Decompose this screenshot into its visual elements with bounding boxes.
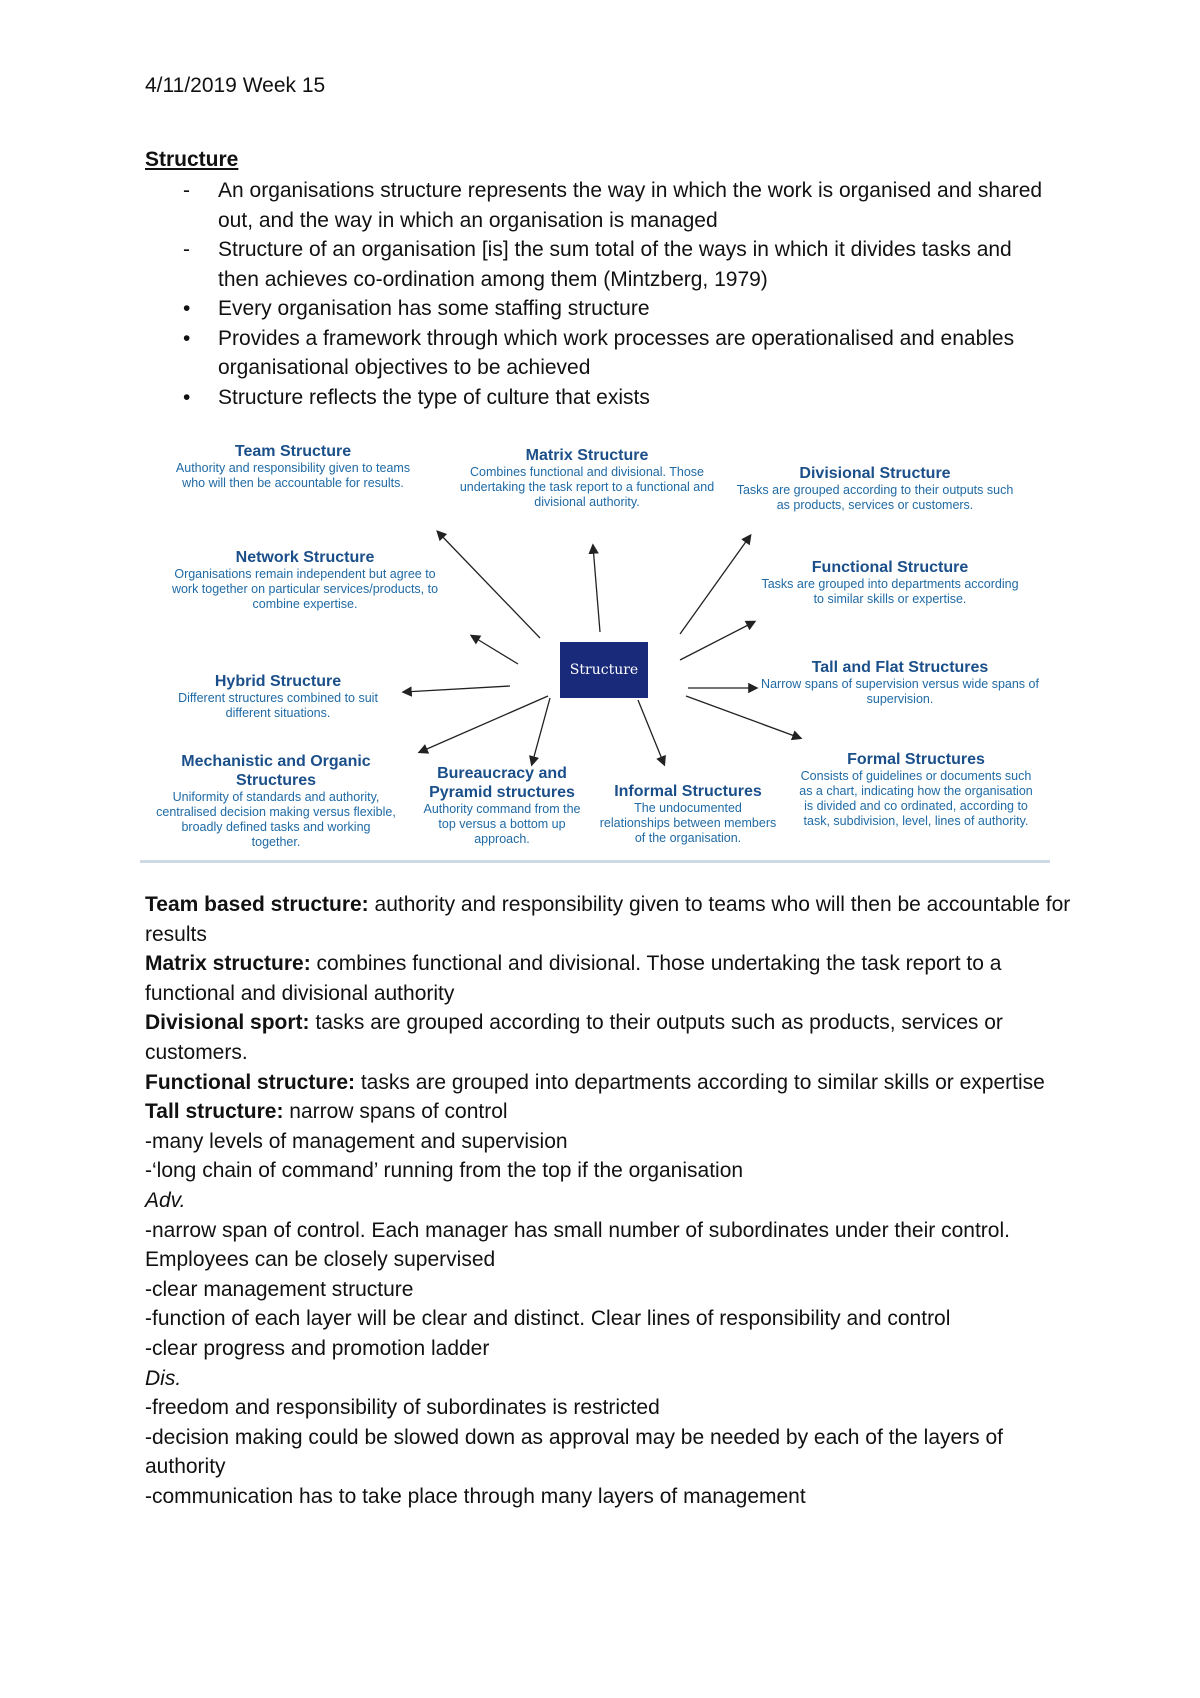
bullet-list	[145, 176, 1045, 412]
node-matrix-structure	[452, 446, 722, 510]
node-desc: Organisations remain independent but agree to work together on particular services/products, to combine expertise.	[171, 567, 439, 611]
diagram-bottom-rule	[140, 860, 1050, 863]
node-informal-structures	[598, 782, 778, 846]
adv-point: -narrow span of control. Each manager has small number of subordinates under their control. Employees can be closely supervised	[145, 1218, 1010, 1272]
node-title: Tall and Flat Structures	[811, 659, 989, 676]
node-hybrid-structure	[160, 672, 396, 721]
note-label: Tall structure:	[145, 1100, 284, 1124]
note-functional	[145, 1068, 1075, 1098]
node-desc: Consists of guidelines or documents such as a chart, indicating how the organisation is divided and co ordinated, according to task, subdivision, level, lines of authority.	[799, 769, 1033, 828]
note-divisional	[145, 1008, 1075, 1067]
bullet-marker: -	[183, 179, 190, 202]
note-tall	[145, 1097, 1075, 1127]
node-title: Divisional Structure	[799, 465, 951, 482]
node-desc: Different structures combined to suit different situations.	[178, 691, 378, 720]
arrow-hybrid	[404, 686, 510, 692]
note-label: Matrix structure:	[145, 952, 311, 976]
node-title: Network Structure	[235, 549, 375, 566]
center-structure-box	[560, 642, 648, 698]
arrow-matrix	[593, 546, 600, 632]
node-desc: Authority and responsibility given to teams who will then be accountable for results.	[175, 461, 411, 490]
arrow-functional	[680, 622, 754, 660]
adv-point: -function of each layer will be clear and distinct. Clear lines of responsibility and control	[145, 1307, 951, 1331]
node-title: Bureaucracy and Pyramid structures	[429, 765, 575, 801]
node-desc: Tasks are grouped according to their outputs such as products, services or customers.	[736, 483, 1014, 512]
node-desc: The undocumented relationships between members of the organisation.	[599, 801, 777, 845]
dis-label: Dis.	[145, 1366, 182, 1390]
node-title: Matrix Structure	[525, 447, 649, 464]
arrow-team	[438, 532, 540, 638]
bullet-marker: •	[183, 326, 191, 350]
note-text: combines functional and divisional. Those undertaking the task report to a functional and divisional authority	[145, 952, 1002, 1005]
tall-point: -many levels of management and supervision	[145, 1129, 568, 1153]
date-line: 4/11/2019 Week 15	[145, 74, 326, 97]
node-title: Hybrid Structure	[214, 673, 342, 690]
note-label: Functional structure:	[145, 1070, 356, 1094]
node-network-structure	[160, 548, 450, 612]
note-text: authority and responsibility given to teams who will then be accountable for results	[145, 893, 1071, 946]
list-item	[145, 324, 1045, 383]
node-desc: Uniformity of standards and authority, centralised decision making versus flexible, broadly defined tasks and working together.	[156, 790, 396, 849]
note-matrix	[145, 949, 1075, 1008]
node-title: Mechanistic and Organic Structures	[181, 753, 371, 789]
dis-point: -communication has to take place through many layers of management	[145, 1484, 806, 1508]
note-label: Divisional sport:	[145, 1011, 310, 1035]
node-desc: Authority command from the top versus a bottom up approach.	[423, 802, 581, 846]
adv-point: -clear management structure	[145, 1277, 414, 1301]
node-tall-flat-structures	[760, 658, 1040, 707]
node-divisional-structure	[730, 464, 1020, 513]
arrow-mechanistic	[420, 696, 548, 752]
adv-label: Adv.	[145, 1188, 186, 1212]
bullet-text: Provides a framework through which work processes are operationalised and enables organisational objectives to be achieved	[218, 326, 1015, 379]
node-desc: Combines functional and divisional. Those undertaking the task report to a functional and divisional authority.	[459, 465, 715, 509]
arrow-bureaucracy	[532, 698, 550, 764]
list-item	[145, 235, 1045, 294]
structure-diagram	[140, 432, 1050, 864]
node-functional-structure	[760, 558, 1020, 607]
note-label: Team based structure:	[145, 893, 369, 916]
list-item	[145, 383, 1045, 413]
bullet-marker: •	[183, 385, 191, 409]
node-title: Team Structure	[234, 443, 352, 460]
dis-point: -freedom and responsibility of subordinates is restricted	[145, 1396, 660, 1420]
section-heading: Structure	[145, 148, 239, 171]
node-desc: Tasks are grouped into departments according to similar skills or expertise.	[761, 577, 1019, 606]
bullet-text: Every organisation has some staffing structure	[218, 297, 650, 320]
node-title: Formal Structures	[847, 751, 985, 768]
node-title: Informal Structures	[614, 783, 762, 800]
node-mechanistic-organic	[156, 752, 396, 850]
bullet-marker: •	[183, 297, 191, 320]
node-title: Functional Structure	[811, 559, 969, 576]
dis-point: -decision making could be slowed down as approval may be needed by each of the layers of authority	[145, 1425, 1004, 1479]
node-desc: Narrow spans of supervision versus wide spans of supervision.	[761, 677, 1039, 706]
node-formal-structures	[798, 750, 1034, 829]
arrow-informal	[638, 700, 664, 764]
node-team-structure	[168, 442, 418, 491]
note-text: tasks are grouped according to their outputs such as products, services or customers.	[145, 1011, 1003, 1064]
list-item	[145, 294, 1045, 324]
list-item	[145, 176, 1045, 235]
bullet-text: An organisations structure represents the way in which the work is organised and shared out, and the way in which an organisation is managed	[218, 179, 1043, 232]
note-text: tasks are grouped into departments according to similar skills or expertise	[355, 1070, 1045, 1094]
bullet-marker: -	[183, 238, 190, 261]
node-bureaucracy-pyramid	[414, 764, 590, 847]
notes-body	[145, 890, 1075, 1511]
arrow-divisional	[680, 536, 750, 634]
bullet-text: Structure reflects the type of culture that exists	[218, 385, 650, 409]
bullet-text: Structure of an organisation [is] the sum total of the ways in which it divides tasks and then achieves co-ordination among them (Mintzberg, 1979)	[218, 238, 1012, 291]
note-team	[145, 890, 1075, 949]
adv-point: -clear progress and promotion ladder	[145, 1336, 490, 1360]
center-label: Structure	[569, 662, 639, 678]
tall-point: -‘long chain of command’ running from the top if the organisation	[145, 1159, 744, 1183]
arrow-network	[472, 636, 518, 664]
note-text: narrow spans of control	[283, 1100, 508, 1124]
